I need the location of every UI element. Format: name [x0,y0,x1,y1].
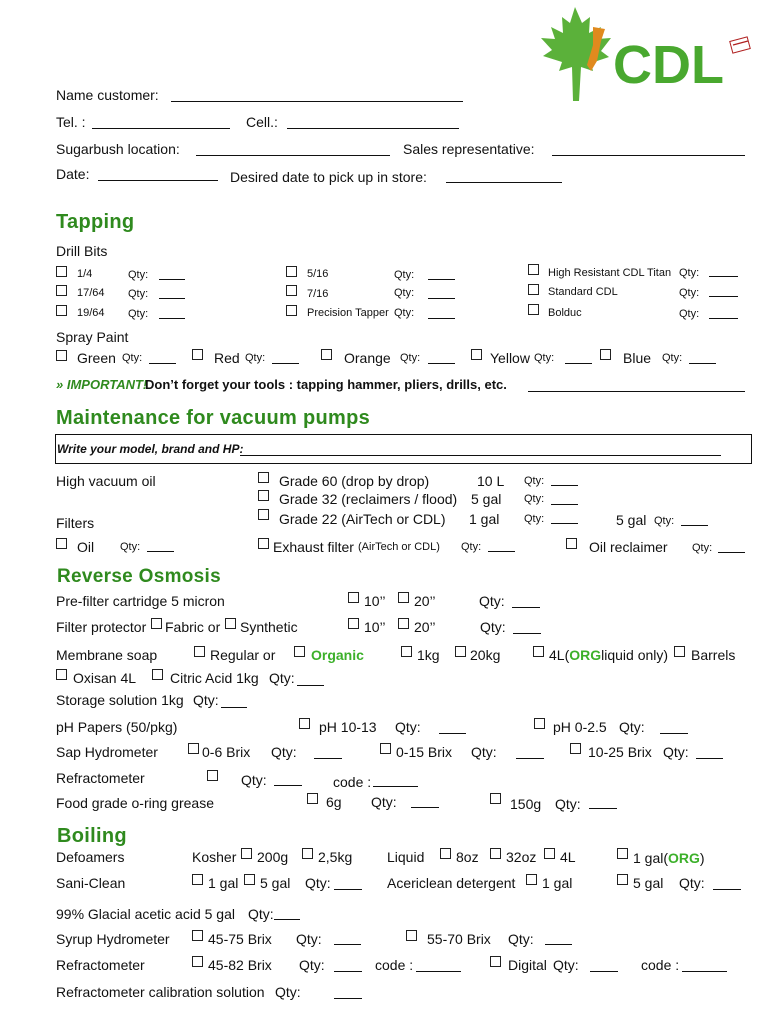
soap-1kg-checkbox[interactable] [401,646,412,657]
qty-field[interactable] [334,944,361,945]
sani-5gal-checkbox[interactable] [244,874,255,885]
qty-label: Qty: [128,269,149,281]
soap-20kg-checkbox[interactable] [455,646,466,657]
yellow-paint-checkbox[interactable] [471,349,482,360]
qty-label: Qty: [296,931,322,947]
high-vacuum-oil-label: High vacuum oil [56,473,156,489]
qty-field[interactable] [718,552,745,553]
precision-tapper-label: Precision Tapper [307,307,389,319]
grease-6g-checkbox[interactable] [307,793,318,804]
qty-field[interactable] [713,889,741,890]
grease-150g-label: 150g [510,796,542,812]
oil-reclaimer-checkbox[interactable] [566,538,577,549]
qty-label: Qty: [662,352,683,364]
red-paint-checkbox[interactable] [192,349,203,360]
sani-clean-label: Sani-Clean [56,875,126,891]
qty-label: Qty: [371,794,397,810]
soap-1kg-label: 1kg [417,647,440,663]
defoamers-label: Defoamers [56,849,125,865]
soap-4l-checkbox[interactable] [533,646,544,657]
qty-label: Qty: [553,957,579,973]
qty-field[interactable] [590,971,618,972]
qty-label: Qty: [524,493,545,505]
acericlean-1gal-label: 1 gal [542,875,573,891]
qty-field[interactable] [565,363,592,364]
kosher-200g-label: 200g [257,849,289,865]
qty-field[interactable] [589,808,617,809]
brix-0-15-label: 0-15 Brix [396,744,453,760]
liquid-4l-label: 4L [560,849,576,865]
storage-solution-label: Storage solution 1kg [56,692,184,708]
drill-1-4-label: 1/4 [77,268,93,280]
acericlean-label: Acericlean detergent [387,875,516,891]
code-label: code : [333,774,372,790]
qty-field[interactable] [660,733,688,734]
cdl-logo-text: CDL [613,35,724,95]
protector-10-label: 10’’ [364,619,386,635]
brix-0-6-label: 0-6 Brix [202,744,251,760]
brix-55-70-label: 55-70 Brix [427,931,491,947]
qty-field[interactable] [411,807,439,808]
qty-field[interactable] [272,363,299,364]
qty-field[interactable] [696,758,723,759]
green-paint-checkbox[interactable] [56,350,67,361]
qty-label: Qty: [679,267,700,279]
protector-10-checkbox[interactable] [348,618,359,629]
oxisan-checkbox[interactable] [56,669,67,680]
cell-label: Cell.: [246,114,278,130]
qty-label: Qty: [395,719,421,735]
fabric-checkbox[interactable] [151,618,162,629]
sani-5gal-label: 5 gal [260,875,291,891]
liquid-8oz-label: 8oz [456,849,479,865]
qty-label: Qty: [555,796,581,812]
ph-papers-label: pH Papers (50/pkg) [56,719,178,735]
barrels-label: Barrels [691,647,736,663]
qty-field[interactable] [314,758,342,759]
maintenance-heading: Maintenance for vacuum pumps [56,407,371,429]
qty-field[interactable] [149,363,176,364]
qty-label: Qty: [508,931,534,947]
boiling-heading: Boiling [57,825,127,847]
refractometer-label: Refractometer [56,770,145,786]
qty-field[interactable] [274,785,302,786]
grade-60-label: Grade 60 (drop by drop) [279,473,430,489]
drill-17-64-checkbox[interactable] [56,285,67,296]
important-text: Don’t forget your tools : tapping hammer, pliers, drills, etc. [145,377,507,392]
desired-date-label: Desired date to pick up in store: [230,169,427,185]
qty-label: Qty: [692,542,713,554]
acericlean-5gal-checkbox[interactable] [617,874,628,885]
qty-label: Qty: [241,772,267,788]
brix-0-6-checkbox[interactable] [188,743,199,754]
fabric-label: Fabric or [165,619,221,635]
kosher-25kg-label: 2,5kg [318,849,353,865]
prefilter-20-label: 20’’ [414,593,436,609]
drill-5-16-checkbox[interactable] [286,266,297,277]
qty-field[interactable] [297,685,324,686]
red-paint-label: Red [214,350,240,366]
qty-label: Qty: [394,269,415,281]
standard-cdl-checkbox[interactable] [528,284,539,295]
code-field[interactable] [682,971,727,972]
grade-32-label: Grade 32 (reclaimers / flood) [279,491,458,507]
soap-20kg-label: 20kg [470,647,501,663]
brix-10-25-checkbox[interactable] [570,743,581,754]
tapping-heading: Tapping [56,211,135,233]
qty-label: Qty: [271,744,297,760]
grease-6g-label: 6g [326,794,342,810]
soap-4l-label: 4L(ORGliquid only) [549,647,669,663]
kosher-200g-checkbox[interactable] [241,848,252,859]
reverse-osmosis-heading: Reverse Osmosis [57,566,221,587]
qty-field[interactable] [709,318,738,319]
liquid-32oz-checkbox[interactable] [490,848,501,859]
qty-label: Qty: [245,352,266,364]
brix-45-75-checkbox[interactable] [192,930,203,941]
liquid-1gal-org-label: 1 gal(ORG) [633,850,705,866]
prefilter-10-checkbox[interactable] [348,592,359,603]
brix-55-70-checkbox[interactable] [406,930,417,941]
regular-soap-label: Regular or [210,647,276,663]
regular-soap-checkbox[interactable] [194,646,205,657]
protector-20-checkbox[interactable] [398,618,409,629]
calibration-solution-label: Refractometer calibration solution [56,984,265,1000]
qty-label: Qty: [461,541,482,553]
synthetic-checkbox[interactable] [225,618,236,629]
qty-label: Qty: [679,875,705,891]
standard-cdl-label: Standard CDL [548,286,618,298]
qty-field[interactable] [334,998,362,999]
grease-label: Food grade o-ring grease [56,795,214,811]
ph-10-13-label: pH 10-13 [319,719,377,735]
code-label: code : [375,957,414,973]
qty-field[interactable] [681,525,708,526]
five-gal-label: 5 gal [616,512,647,528]
qty-field[interactable] [428,318,455,319]
drill-5-16-label: 5/16 [307,268,329,280]
model-prompt: Write your model, brand and HP: [57,442,244,456]
drill-19-64-label: 19/64 [77,307,105,319]
qty-field[interactable] [551,523,578,524]
brix-0-15-checkbox[interactable] [380,743,391,754]
boiling-refractometer-label: Refractometer [56,957,145,973]
oxisan-label: Oxisan 4L [73,670,137,686]
qty-field[interactable] [159,279,185,280]
qty-field[interactable] [439,733,466,734]
prefilter-label: Pre-filter cartridge 5 micron [56,593,225,609]
digital-label: Digital [508,957,547,973]
exhaust-filter-note: (AirTech or CDL) [358,541,440,553]
code-field[interactable] [373,786,418,787]
organic-soap-label: Organic [311,647,364,663]
qty-label: Qty: [524,513,545,525]
qty-field[interactable] [551,504,578,505]
qty-label: Qty: [248,906,274,922]
qty-field[interactable] [221,707,247,708]
green-paint-label: Green [77,350,116,366]
drill-7-16-checkbox[interactable] [286,285,297,296]
acericlean-5gal-label: 5 gal [633,875,664,891]
code-label: code : [641,957,680,973]
glacial-acetic-label: 99% Glacial acetic acid 5 gal [56,906,235,922]
qty-field[interactable] [516,758,544,759]
oil-filter-checkbox[interactable] [56,538,67,549]
qty-label: Qty: [479,593,505,609]
liquid-8oz-checkbox[interactable] [440,848,451,859]
qty-field[interactable] [709,276,738,277]
qty-field[interactable] [512,607,540,608]
tools-note-field[interactable] [528,391,745,392]
cdl-titan-label: High Resistant CDL Titan [548,267,672,279]
syrup-hydrometer-label: Syrup Hydrometer [56,931,170,947]
acericlean-1gal-checkbox[interactable] [526,874,537,885]
filter-protector-label: Filter protector [56,619,147,635]
liquid-label: Liquid [387,849,425,865]
spray-paint-label: Spray Paint [56,329,129,345]
cell-field[interactable] [287,128,459,129]
barrels-checkbox[interactable] [674,646,685,657]
membrane-soap-label: Membrane soap [56,647,158,663]
important-label: » IMPORTANT! [56,377,148,392]
qty-label: Qty: [394,287,415,299]
blue-paint-label: Blue [623,350,652,366]
oil-filter-label: Oil [77,539,95,555]
size-label: 1 gal [469,511,500,527]
liquid-4l-checkbox[interactable] [544,848,555,859]
liquid-1gal-org-checkbox[interactable] [617,848,628,859]
desired-date-field[interactable] [446,182,562,183]
drill-bits-label: Drill Bits [56,243,108,259]
citric-acid-checkbox[interactable] [152,669,163,680]
qty-field[interactable] [428,279,455,280]
qty-field[interactable] [159,318,185,319]
qty-field[interactable] [334,889,362,890]
grade-60-checkbox[interactable] [258,472,269,483]
prefilter-20-checkbox[interactable] [398,592,409,603]
synthetic-label: Synthetic [240,619,298,635]
cdl-titan-checkbox[interactable] [528,264,539,275]
qty-label: Qty: [299,957,325,973]
exhaust-filter-checkbox[interactable] [258,538,269,549]
qty-label: Qty: [275,984,301,1000]
qty-field[interactable] [689,363,716,364]
qty-label: Qty: [654,515,675,527]
grade-22-label: Grade 22 (AirTech or CDL) [279,511,446,527]
code-field[interactable] [416,971,461,972]
qty-label: Qty: [679,287,700,299]
qty-label: Qty: [120,541,141,553]
digital-checkbox[interactable] [490,956,501,967]
citric-acid-label: Citric Acid 1kg [170,670,259,686]
qty-label: Qty: [269,670,295,686]
tel-label: Tel. : [56,114,86,130]
name-customer-label: Name customer: [56,87,159,103]
sugarbush-field[interactable] [196,155,390,156]
qty-field[interactable] [513,633,541,634]
qty-field[interactable] [709,296,738,297]
oil-reclaimer-label: Oil reclaimer [589,539,668,555]
qty-label: Qty: [480,619,506,635]
qty-field[interactable] [428,363,455,364]
filters-label: Filters [56,515,95,531]
qty-label: Qty: [679,308,700,320]
brix-45-82-label: 45-82 Brix [208,957,272,973]
qty-field[interactable] [545,944,572,945]
kosher-label: Kosher [192,849,237,865]
brix-45-75-label: 45-75 Brix [208,931,272,947]
qty-label: Qty: [400,352,421,364]
qty-label: Qty: [305,875,331,891]
grade-22-checkbox[interactable] [258,509,269,520]
name-customer-field[interactable] [171,101,463,102]
sani-1gal-label: 1 gal [208,875,239,891]
brix-10-25-label: 10-25 Brix [588,744,652,760]
qty-label: Qty: [534,352,555,364]
exhaust-filter-label: Exhaust filter [273,539,354,555]
qty-label: Qty: [619,719,645,735]
date-label: Date: [56,166,90,182]
size-label: 5 gal [471,491,502,507]
orange-paint-checkbox[interactable] [321,349,332,360]
qty-label: Qty: [471,744,497,760]
bolduc-checkbox[interactable] [528,304,539,315]
model-brand-hp-field[interactable] [240,455,721,456]
drill-17-64-label: 17/64 [77,287,105,299]
protector-20-label: 20’’ [414,619,436,635]
size-label: 10 L [477,473,505,489]
qty-label: Qty: [663,744,689,760]
drill-7-16-label: 7/16 [307,288,329,300]
ph-0-25-label: pH 0-2.5 [553,719,607,735]
sani-1gal-checkbox[interactable] [192,874,203,885]
qty-field[interactable] [334,971,362,972]
orange-paint-label: Orange [344,350,391,366]
drill-1-4-checkbox[interactable] [56,266,67,277]
qty-label: Qty: [394,307,415,319]
qty-field[interactable] [147,551,174,552]
sap-hydrometer-label: Sap Hydrometer [56,744,158,760]
yellow-paint-label: Yellow [490,350,530,366]
cdl-logo [535,5,757,105]
qty-label: Qty: [193,692,219,708]
sugarbush-label: Sugarbush location: [56,141,180,157]
qty-field[interactable] [159,298,185,299]
prefilter-10-label: 10’’ [364,593,386,609]
qty-field[interactable] [488,551,515,552]
qty-field[interactable] [428,298,455,299]
grade-32-checkbox[interactable] [258,490,269,501]
organic-soap-checkbox[interactable] [294,646,305,657]
tel-field[interactable] [92,128,230,129]
ph-10-13-checkbox[interactable] [299,718,310,729]
blue-paint-checkbox[interactable] [600,349,611,360]
bolduc-label: Bolduc [548,307,582,319]
brix-45-82-checkbox[interactable] [192,956,203,967]
drill-19-64-checkbox[interactable] [56,305,67,316]
qty-field[interactable] [274,919,300,920]
sales-rep-field[interactable] [552,155,745,156]
kosher-25kg-checkbox[interactable] [302,848,313,859]
date-field[interactable] [98,180,218,181]
ph-0-25-checkbox[interactable] [534,718,545,729]
liquid-32oz-label: 32oz [506,849,537,865]
grease-150g-checkbox[interactable] [490,793,501,804]
qty-label: Qty: [128,288,149,300]
sales-rep-label: Sales representative: [403,141,535,157]
qty-field[interactable] [551,485,578,486]
qty-label: Qty: [128,308,149,320]
precision-tapper-checkbox[interactable] [286,305,297,316]
refractometer-checkbox[interactable] [207,770,218,781]
qty-label: Qty: [122,352,143,364]
qty-label: Qty: [524,475,545,487]
maple-leaf-icon [541,7,611,101]
